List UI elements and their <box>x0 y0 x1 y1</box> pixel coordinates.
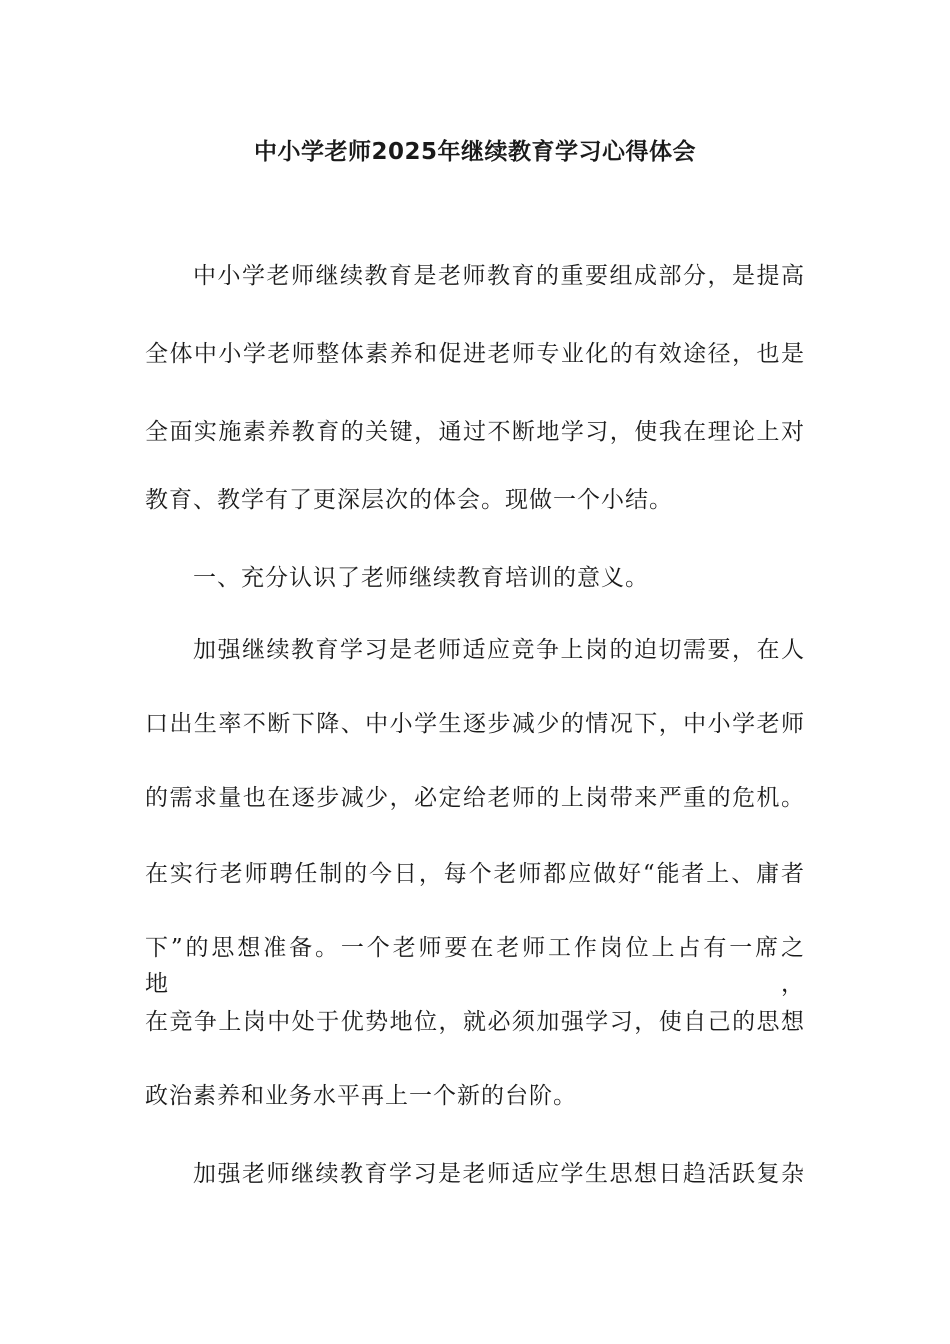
paragraph-line: 口出生率不断下降、中小学生逐步减少的情况下，中小学老师 <box>145 711 805 737</box>
paragraph-line: 下”的思想准备。一个老师要在老师工作岗位上占有一席之地， <box>145 935 805 997</box>
paragraph-line: 在竞争上岗中处于优势地位，就必须加强学习，使自己的思想 <box>145 1009 805 1035</box>
paragraph-line: 全面实施素养教育的关键，通过不断地学习，使我在理论上对 <box>145 419 805 445</box>
paragraph-line: 政治素养和业务水平再上一个新的台阶。 <box>145 1083 577 1109</box>
paragraph-line: 中小学老师继续教育是老师教育的重要组成部分，是提高 <box>193 263 805 289</box>
section-heading: 一、充分认识了老师继续教育培训的意义。 <box>193 565 649 591</box>
paragraph-line: 加强老师继续教育学习是老师适应学生思想日趋活跃复杂 <box>193 1161 805 1187</box>
paragraph-line: 教育、教学有了更深层次的体会。现做一个小结。 <box>145 487 673 513</box>
paragraph-line: 加强继续教育学习是老师适应竞争上岗的迫切需要，在人 <box>193 637 805 663</box>
paragraph-line: 在实行老师聘任制的今日，每个老师都应做好“能者上、庸者 <box>145 861 805 887</box>
paragraph-line: 全体中小学老师整体素养和促进老师专业化的有效途径，也是 <box>145 341 805 367</box>
paragraph-line: 的需求量也在逐步减少，必定给老师的上岗带来严重的危机。 <box>145 785 805 811</box>
document-title: 中小学老师2025年继续教育学习心得体会 <box>253 139 696 165</box>
